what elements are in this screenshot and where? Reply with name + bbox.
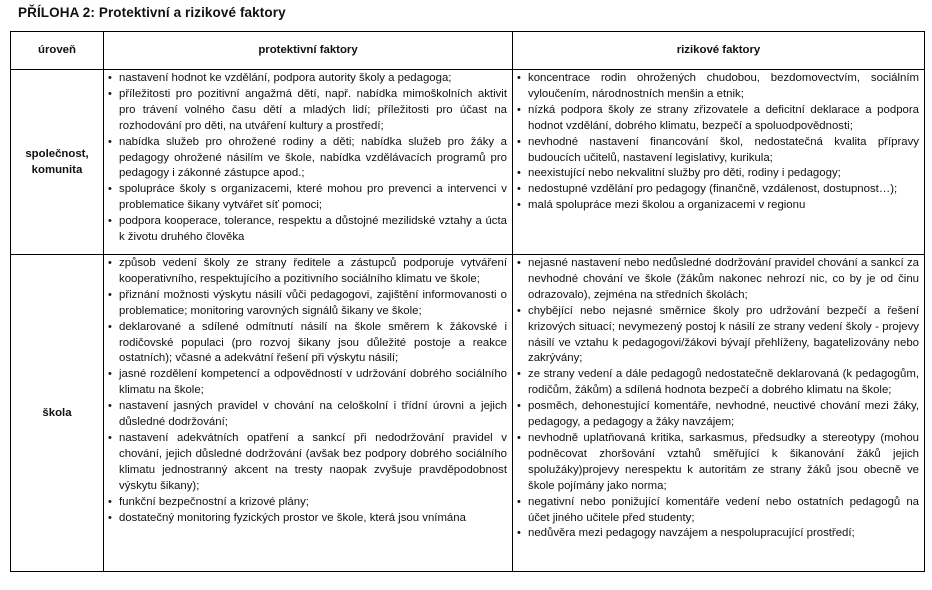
list-item: • příležitosti pro pozitivní angažmá dětí, např. nabídka mimoškolních aktivit pro trávení volného času dětí a mladých lidí; příležitosti pro účast na rozhodování pro děti, na utváření kultury a prostředí;	[108, 87, 507, 135]
list-item: • negativní nebo ponižující komentáře vedení nebo ostatních pedagogů na účet jiného učitele před studenty;	[517, 495, 919, 527]
level-cell: škola	[11, 255, 104, 572]
risk-cell	[513, 255, 925, 572]
level-cell: společnost, komunita	[11, 70, 104, 255]
list-item: • nastavení hodnot ke vzdělání, podpora autority školy a pedagoga;	[108, 71, 507, 87]
protective-list	[104, 70, 512, 247]
list-item: • malá spolupráce mezi školou a organizacemi v regionu	[517, 198, 919, 214]
header-risk: rizikové faktory	[513, 32, 925, 70]
list-item: • nevhodné nastavení financování škol, nedostatečná kvalita přípravy budoucích učitelů, nastavení legislativy, kurikula;	[517, 135, 919, 167]
risk-cell	[513, 70, 925, 255]
table-header-row	[11, 32, 925, 70]
list-item: • koncentrace rodin ohrožených chudobou, bezdomovectvím, sociálním vyloučením, národnostních menšin a etnik;	[517, 71, 919, 103]
list-item: • nabídka služeb pro ohrožené rodiny a děti; nabídka služeb pro žáky a pedagogy ohrožené násilím ve škole, nabídka vzdělávacích programů pro pedagogy i zákonné zástupce apod.;	[108, 135, 507, 183]
list-item: • posměch, dehonestující komentáře, nevhodné, neuctivé chování mezi žáky, pedagogy, a pedagogy a žáky navzájem;	[517, 399, 919, 431]
list-item: • neexistující nebo nekvalitní služby pro děti, rodiny i pedagogy;	[517, 166, 919, 182]
risk-list	[513, 255, 924, 543]
list-item: • nedostupné vzdělání pro pedagogy (finančně, vzdálenost, dostupnost…);	[517, 182, 919, 198]
list-item: • nastavení jasných pravidel v chování na celoškolní i třídní úrovni a jejich důsledné dodržování;	[108, 399, 507, 431]
list-item: • podpora kooperace, tolerance, respektu a důstojné mezilidské vztahy a úcta k životu druhého člověka	[108, 214, 507, 246]
list-item: • deklarované a sdílené odmítnutí násilí na škole směrem k žákovské i rodičovské populaci (pro rozvoj šikany jsou důležité postoje a reakce ostatních); včasné a adekvátní řešení při výskytu násilí;	[108, 320, 507, 368]
list-item: • spolupráce školy s organizacemi, které mohou pro prevenci a intervenci v problematice šikany vytvářet síť pomoci;	[108, 182, 507, 214]
list-item: • způsob vedení školy ze strany ředitele a zástupců podporuje vytváření kooperativního, respektujícího a pozitivního sociálního klimatu ve škole;	[108, 256, 507, 288]
list-item: • nedůvěra mezi pedagogy navzájem a nespolupracující prostředí;	[517, 526, 919, 542]
protective-list	[104, 255, 512, 527]
list-item: • nastavení adekvátních opatření a sankcí při nedodržování pravidel v chování, jejich důsledné dodržování (avšak bez podpory dobrého sociálního klimatu jednostranný akcent na tresty naopak zvyšuje pravděpodobnost výskytu šikany);	[108, 431, 507, 495]
list-item: • chybějící nebo nejasné směrnice školy pro udržování bezpečí a řešení krizových situací; nevymezený postoj k násilí ze strany vedení školy - projevy násilí ve vztahu k pedagogovi/žákovi bývají přehlíženy, bagatelizovány nebo zakrývány;	[517, 304, 919, 368]
list-item: • ze strany vedení a dále pedagogů nedostatečně deklarovaná (k pedagogům, rodičům, žákům) a sdílená hodnota bezpečí a dobrého klimatu na škole;	[517, 367, 919, 399]
list-item: • dostatečný monitoring fyzických prostor ve škole, která jsou vnímána	[108, 511, 507, 527]
list-item: • přiznání možnosti výskytu násilí vůči pedagogovi, zajištění informovanosti o problematice; monitoring varovných signálů šikany ve škole;	[108, 288, 507, 320]
list-item: • funkční bezpečnostní a krizové plány;	[108, 495, 507, 511]
header-level: úroveň	[11, 32, 104, 70]
list-item: • jasné rozdělení kompetencí a odpovědností v udržování dobrého sociálního klimatu na škole;	[108, 367, 507, 399]
list-item: • nevhodně uplatňovaná kritika, sarkasmus, předsudky a stereotypy (mohou podněcovat zhoršování vztahů směřující k šikanování žáků jejich spolužáky)projevy nerespektu k autoritám ze strany žáků jsou obecně ve škole pojímány jako norma;	[517, 431, 919, 495]
document-title: PŘÍLOHA 2: Protektivní a rizikové faktory	[18, 5, 286, 20]
factors-table	[10, 31, 925, 572]
header-protective: protektivní faktory	[104, 32, 513, 70]
risk-list	[513, 70, 924, 215]
table-row	[11, 255, 925, 572]
table-row	[11, 70, 925, 255]
protective-cell	[104, 255, 513, 572]
list-item: • nízká podpora školy ze strany zřizovatele a deficitní deklarace a podpora hodnot vzdělání, dobrého klimatu, bezpečí a spoluodpovědnosti;	[517, 103, 919, 135]
protective-cell	[104, 70, 513, 255]
list-item: • nejasné nastavení nebo nedůsledné dodržování pravidel chování a sankcí za nevhodné chování ve škole (žákům nakonec nehrozí nic, co by je od činu odrazovalo), zejména na středních školách;	[517, 256, 919, 304]
